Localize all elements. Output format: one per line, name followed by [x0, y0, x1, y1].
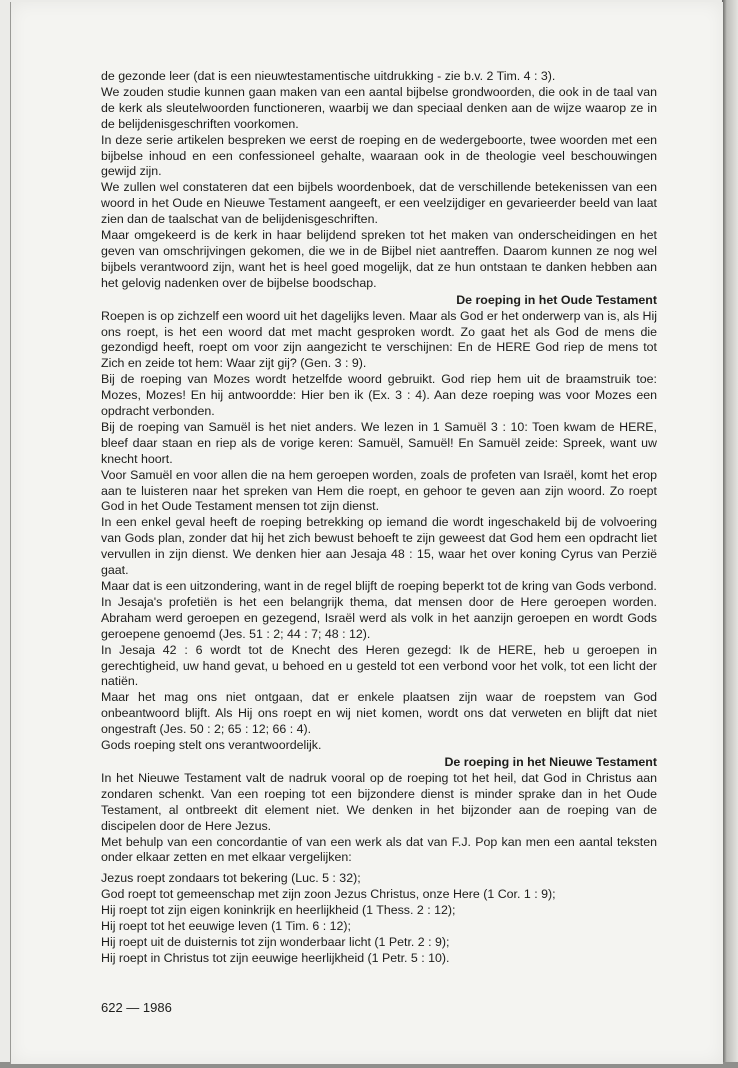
section-heading-new-testament: De roeping in het Nieuwe Testament [444, 754, 657, 769]
paragraph-intro-2: We zouden studie kunnen gaan maken van een aantal bijbelse grondwoorden, die ook in de taal van de kerk als sleutelwoorden functioneren, waarbij we dan speciaal denken aan de wijze waarop ze in de belijdenisgeschriften voorkomen. [101, 84, 657, 131]
reference-item: Hij roept tot het eeuwige leven (1 Tim. 6 : 12); [101, 919, 352, 934]
paragraph-nt-1: In het Nieuwe Testament valt de nadruk vooral op de roeping tot het heil, dat God in Christus aan zondaren schenkt. Van een roeping tot een bijzondere dienst is minder sprake dan in het Oude Testament, al ontbreekt dit element niet. We denken in het bijzonder aan de roeping van de discipelen door de Here Jezus. [101, 770, 657, 833]
reference-list [101, 871, 657, 966]
page-edge-shadow [722, 0, 738, 1068]
paragraph-ot-2: Bij de roeping van Mozes wordt hetzelfde woord gebruikt. God riep hem uit de braamstruik toe: Mozes, Mozes! En hij antwoordde: Hier ben ik (Ex. 3 : 4). Aan deze roeping was voor Mozes een opdracht verbonden. [101, 372, 657, 419]
reference-item: Hij roept tot zijn eigen koninkrijk en heerlijkheid (1 Thess. 2 : 12); [101, 903, 456, 918]
paragraph-ot-8: In Jesaja 42 : 6 wordt tot de Knecht des Heren gezegd: Ik de HERE, heb u geroepen in gerechtigheid, uw hand gevat, u behoed en u gesteld tot een verbond voor het volk, tot een licht der natiën. [101, 642, 657, 689]
paragraph-ot-9: Maar het mag ons niet ontgaan, dat er enkele plaatsen zijn waar de roepstem van God onbeantwoord blijft. Als Hij ons roept en wij niet komen, wordt ons dat verweten en blijft dat niet ongestraft (Jes. 50 : 2; 65 : 12; 66 : 4). [101, 690, 657, 737]
paragraph-ot-1: Roepen is op zichzelf een woord uit het dagelijks leven. Maar als God er het onderwerp van is, als Hij ons roept, is het een woord dat met macht gesproken wordt. Zo gaat het als God de mens die gezondigd heeft, roept om voor zijn aangezicht te verschijnen: En de HERE God riep de mens tot Zich en zeide tot hem: Waar zijt gij? (Gen. 3 : 9). [101, 308, 657, 371]
paragraph-intro-5: Maar omgekeerd is de kerk in haar belijdend spreken tot het maken van onderscheidingen en het geven van omschrijvingen gekomen, die we in de Bijbel niet aantreffen. Daarom kunnen ze nog wel bijbels verantwoord zijn, want het is heel goed mogelijk, dat ze hun ontstaan te danken hebben aan het gelovig nadenken over de bijbelse boodschap. [101, 228, 657, 290]
paragraph-ot-3: Bij de roeping van Samuël is het niet anders. We lezen in 1 Samuël 3 : 10: Toen kwam de HERE, bleef daar staan en riep als de vorige keren: Samuël, Samuël! En Samuël zeide: Spreek, want uw knecht hoort. [101, 419, 657, 466]
reference-item: God roept tot gemeenschap met zijn zoon Jezus Christus, onze Here (1 Cor. 1 : 9); [101, 887, 556, 902]
paragraph-intro-3: In deze serie artikelen bespreken we eerst de roeping en de wedergeboorte, twee woorden met een bijbelse inhoud en een confessioneel gehalte, waaraan ook in de theologie veel beschouwingen gewijd zijn. [101, 132, 657, 179]
paragraph-ot-6: Maar dat is een uitzondering, want in de regel blijft de roeping beperkt tot de kring van Gods verbond. [101, 579, 657, 593]
section-heading-old-testament: De roeping in het Oude Testament [456, 292, 657, 307]
text-column [101, 69, 657, 967]
reference-item: Jezus roept zondaars tot bekering (Luc. 5 : 32); [101, 871, 361, 886]
reference-item: Hij roept in Christus tot zijn eeuwige heerlijkheid (1 Petr. 5 : 10). [101, 950, 450, 965]
paragraph-nt-2: Met behulp van een concordantie of van een werk als dat van F.J. Pop kan men een aantal teksten onder elkaar zetten en met elkaar vergelijken: [101, 834, 657, 865]
paragraph-intro-4: We zullen wel constateren dat een bijbels woordenboek, dat de verschillende betekenissen van een woord in het Oude en Nieuwe Testament aangeeft, er een veelzijdiger en gevarieerder beeld van laat zien dan de taalschat van de belijdenisgeschriften. [101, 180, 657, 227]
paragraph-ot-10: Gods roeping stelt ons verantwoordelijk. [101, 738, 322, 753]
reference-item: Hij roept uit de duisternis tot zijn wonderbaar licht (1 Petr. 2 : 9); [101, 934, 450, 949]
paragraph-ot-4: Voor Samuël en voor allen die na hem geroepen worden, zoals de profeten van Israël, komt het erop aan te luisteren naar het spreken van Hem die roept, en gehoor te geven aan zijn woord. Zo roept God in het Oude Testament mensen tot zijn dienst. [101, 467, 657, 514]
paragraph-ot-5: In een enkel geval heeft de roeping betrekking op iemand die wordt ingeschakeld bij de volvoering van Gods plan, zonder dat hij het zich bewust behoeft te zijn geweest dat God hem een opdracht liet vervullen in zijn dienst. We denken hier aan Jesaja 48 : 15, waar het over koning Cyrus van Perzië gaat. [101, 515, 657, 578]
paragraph-intro-1: de gezonde leer (dat is een nieuwtestamentische uitdrukking - zie b.v. 2 Tim. 4 : 3). [101, 69, 556, 83]
page-number: 622 — 1986 [101, 1000, 172, 1015]
paragraph-ot-7: In Jesaja's profetiën is het een belangrijk thema, dat mensen door de Here geroepen worden. Abraham werd geroepen en gezegend, Israël werd als volk in het aanzijn geroepen en wordt Gods geroepene genoemd (Jes. 51 : 2; 44 : 7; 48 : 12). [101, 594, 657, 641]
